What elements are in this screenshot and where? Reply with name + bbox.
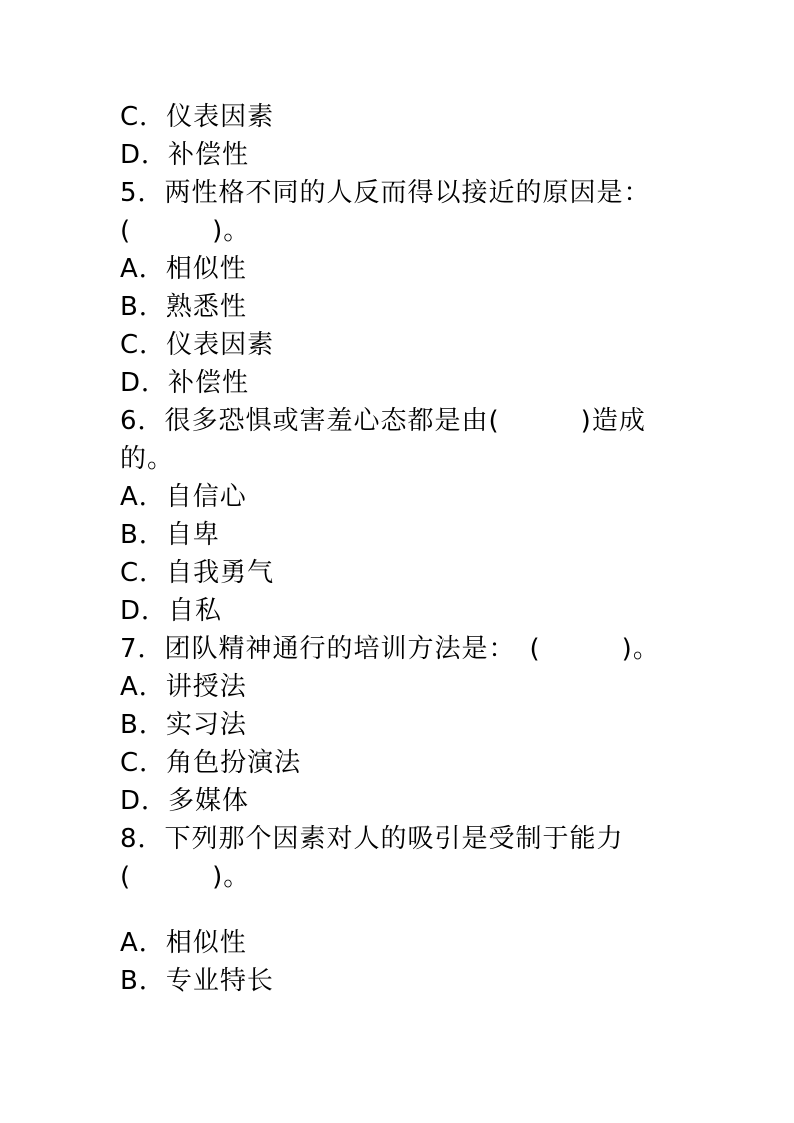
question-6-text: 6．很多恐惧或害羞心态都是由( )造成 [120,406,646,436]
question-7-text: 7．团队精神通行的培训方法是： ( )。 [120,634,660,664]
question-5-text: 5．两性格不同的人反而得以接近的原因是： [120,178,651,208]
option-a-q8: A．相似性 [120,928,247,958]
document-page [120,98,680,1000]
option-c-q4: C．仪表因素 [120,102,275,132]
option-b-q8: B．专业特长 [120,966,274,996]
question-8-text: 8．下列那个因素对人的吸引是受制于能力 [120,824,624,854]
option-c-q6: C．自我勇气 [120,558,275,588]
option-d-q5: D．补偿性 [120,368,250,398]
option-b-q7: B．实习法 [120,710,247,740]
paragraph-spacer [120,896,680,924]
option-b-q6: B．自卑 [120,520,220,550]
question-5-blank: ( )。 [120,216,251,246]
option-c-q7: C．角色扮演法 [120,748,302,778]
question-6-text-cont: 的。 [120,444,175,474]
option-b-q5: B．熟悉性 [120,292,247,322]
option-d-q4: D．补偿性 [120,140,250,170]
option-a-q5: A．相似性 [120,254,247,284]
question-8-blank: ( )。 [120,862,251,892]
option-a-q6: A．自信心 [120,482,247,512]
option-d-q6: D．自私 [120,596,223,626]
option-d-q7: D．多媒体 [120,786,250,816]
option-c-q5: C．仪表因素 [120,330,275,360]
option-a-q7: A．讲授法 [120,672,247,702]
